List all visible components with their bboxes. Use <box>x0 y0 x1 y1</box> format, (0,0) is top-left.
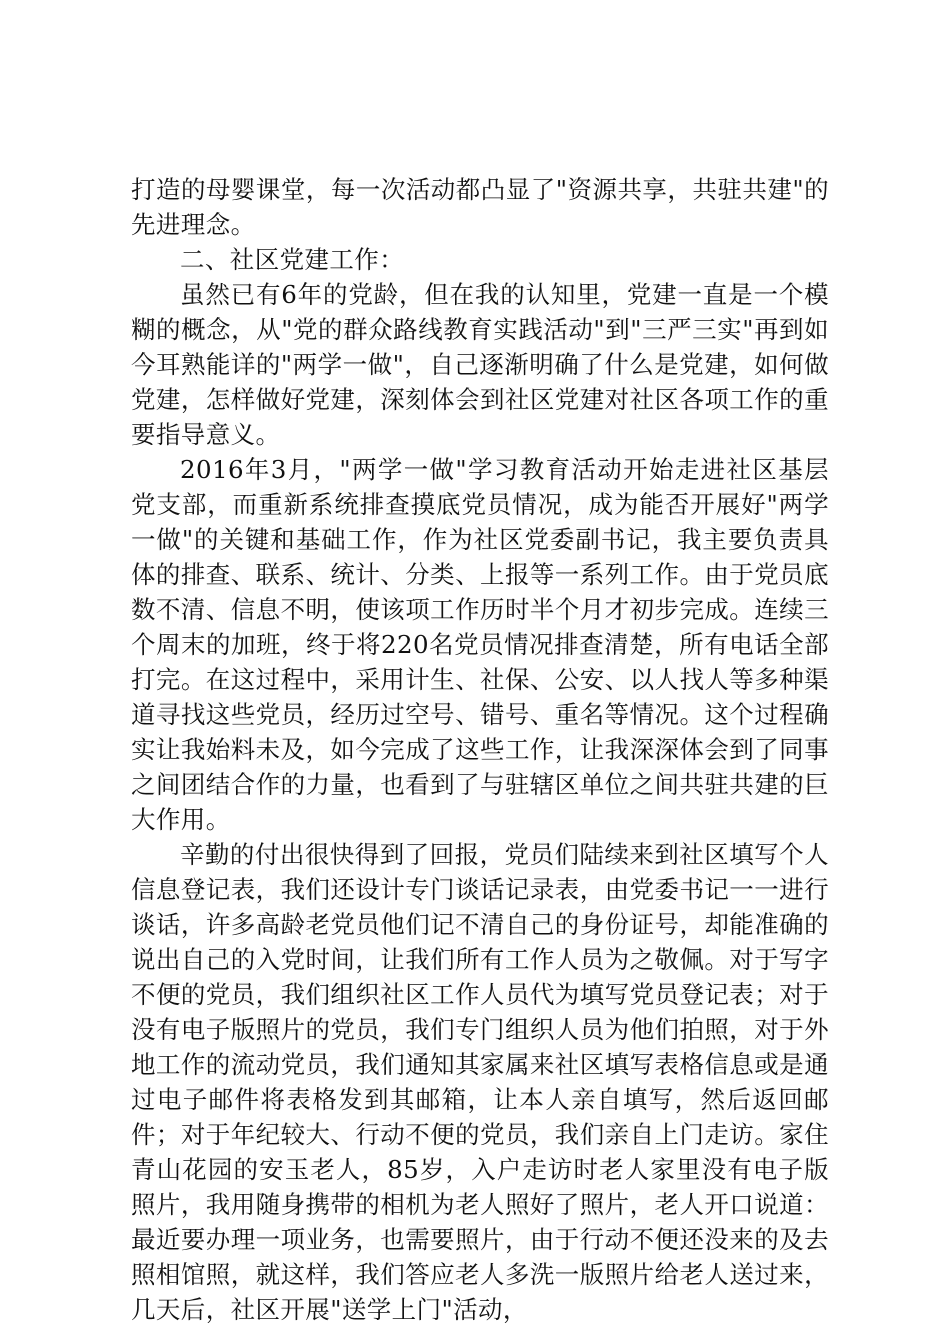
section-heading-community-party-building: 二、社区党建工作： <box>180 245 405 274</box>
document-body <box>131 172 829 1327</box>
paragraph-continuation: 打造的母婴课堂，每一次活动都凸显了"资源共享，共驻共建"的先进理念。 <box>131 175 829 239</box>
paragraph-party-age: 虽然已有6年的党龄，但在我的认知里，党建一直是一个模糊的概念，从"党的群众路线教育实践活动"到"三严三实"再到如今耳熟能详的"两学一做"，自己逐渐明确了什么是党建，如何做党建，怎样做好党建，深刻体会到社区党建对社区各项工作的重要指导意义。 <box>131 280 829 449</box>
paragraph-results: 辛勤的付出很快得到了回报，党员们陆续来到社区填写个人信息登记表，我们还设计专门谈话记录表，由党委书记一一进行谈话，许多高龄老党员他们记不清自己的身份证号，却能准确的说出自己的入党时间，让我们所有工作人员为之敬佩。对于写字不便的党员，我们组织社区工作人员代为填写党员登记表；对于没有电子版照片的党员，我们专门组织人员为他们拍照，对于外地工作的流动党员，我们通知其家属来社区填写表格信息或是通过电子邮件将表格发到其邮箱，让本人亲自填写，然后返回邮件；对于年纪较大、行动不便的党员，我们亲自上门走访。家住青山花园的安玉老人，85岁，入户走访时老人家里没有电子版照片，我用随身携带的相机为老人照好了照片，老人开口说道：最近要办理一项业务，也需要照片，由于行动不便还没来的及去照相馆照，就这样，我们答应老人多洗一版照片给老人送过来，几天后，社区开展"送学上门"活动， <box>131 840 829 1324</box>
paragraph-member-survey: 2016年3月，"两学一做"学习教育活动开始走进社区基层党支部，而重新系统排查摸底党员情况，成为能否开展好"两学一做"的关键和基础工作，作为社区党委副书记，我主要负责具体的排查、联系、统计、分类、上报等一系列工作。由于党员底数不清、信息不明，使该项工作历时半个月才初步完成。连续三个周末的加班，终于将220名党员情况排查清楚，所有电话全部打完。在这过程中，采用计生、社保、公安、以人找人等多种渠道寻找这些党员，经历过空号、错号、重名等情况。这个过程确实让我始料未及，如今完成了这些工作，让我深深体会到了同事之间团结合作的力量，也看到了与驻辖区单位之间共驻共建的巨大作用。 <box>131 455 829 834</box>
